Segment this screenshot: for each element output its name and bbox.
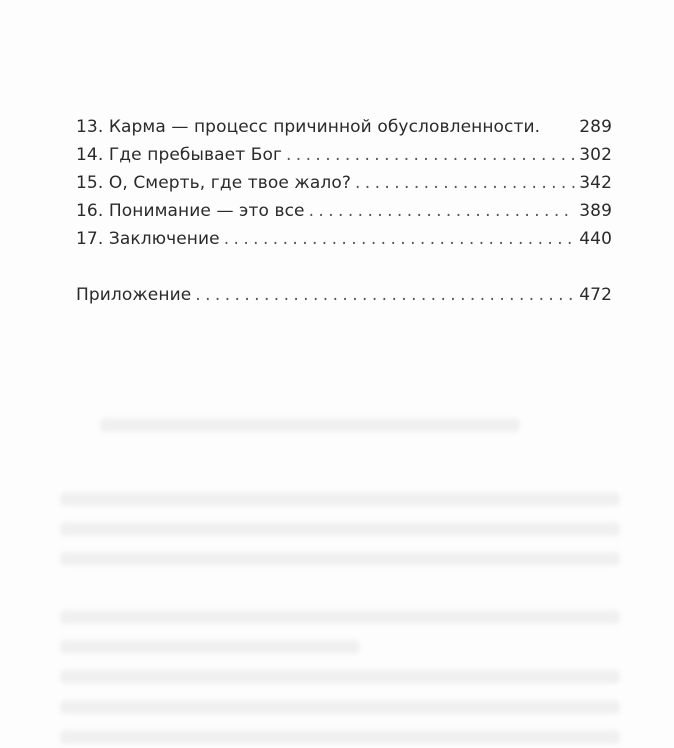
toc-dot-leader — [309, 197, 576, 225]
toc-entry-title: 14. Где пребывает Бог — [76, 145, 282, 165]
bleed-through-text — [60, 400, 674, 748]
toc-dot-leader — [195, 281, 575, 309]
toc-dot-leader — [224, 225, 576, 253]
toc-entry-title: 16. Понимание — это все — [76, 201, 305, 221]
toc-entry-14 — [76, 141, 612, 169]
toc-dot-leader — [355, 169, 575, 197]
toc-entry-15 — [76, 169, 612, 197]
toc-entry-appendix — [76, 281, 612, 309]
toc-entry-page: 440 — [579, 229, 612, 249]
toc-entry-title: 15. О, Смерть, где твое жало? — [76, 173, 351, 193]
toc-entry-title: 13. Карма — процесс причинной обусловленности. — [76, 117, 541, 137]
toc-entry-page: 472 — [579, 285, 612, 305]
toc-dot-leader — [286, 141, 575, 169]
toc-entry-title: 17. Заключение — [76, 229, 220, 249]
toc-entry-page: 342 — [579, 173, 612, 193]
toc-entry-16 — [76, 197, 612, 225]
toc-entry-page: 389 — [579, 201, 612, 221]
toc-entry-page: 302 — [579, 145, 612, 165]
toc-entry-17 — [76, 225, 612, 253]
toc-entry-title: Приложение — [76, 285, 192, 305]
toc-entry-page: 289 — [579, 117, 612, 137]
table-of-contents — [76, 113, 612, 309]
toc-entry-13 — [76, 113, 612, 141]
